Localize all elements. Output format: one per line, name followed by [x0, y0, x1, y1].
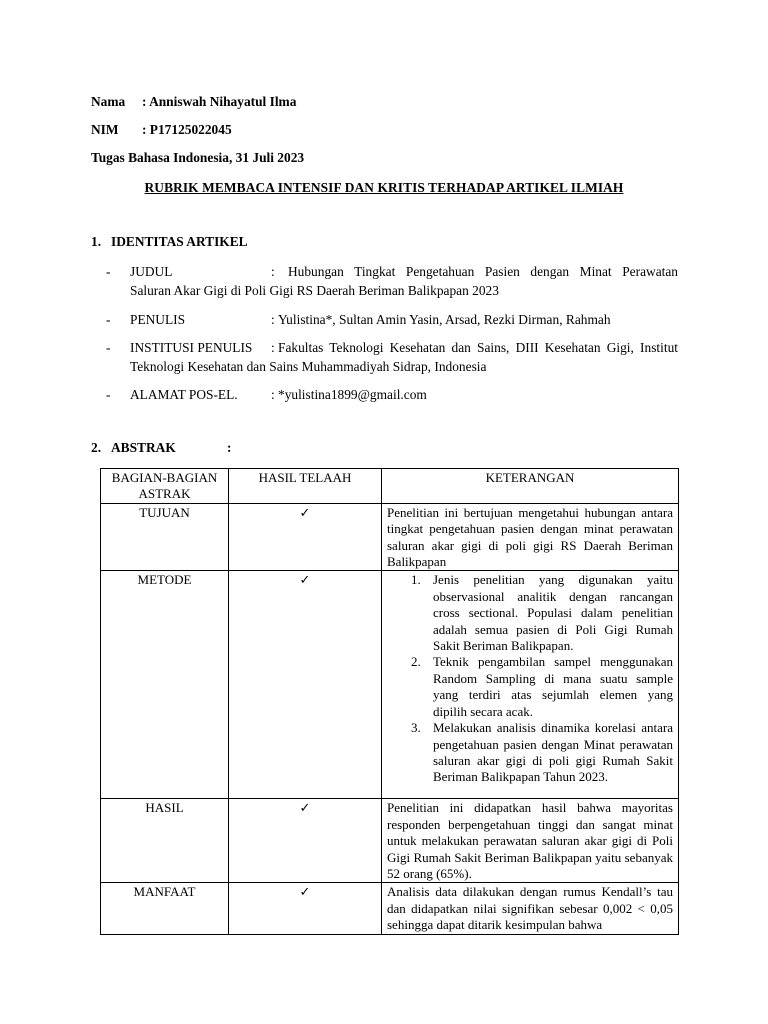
dash-bullet: - [106, 264, 111, 279]
table-row-tujuan [101, 503, 679, 571]
list-item: 1. Jenis penelitian yang digunakan yaitu observasional analitik dengan rancangan cross sectional. Populasi dalam penelitian adalah semua pasien di Poli Gigi Rumah Sakit Beriman Balikpapan. [411, 572, 673, 654]
section-identitas-heading [91, 234, 248, 250]
nama-value: : Anniswah Nihayatul Ilma [142, 94, 297, 109]
check-icon: ✓ [229, 571, 382, 799]
item-colon: : [271, 340, 275, 355]
check-icon: ✓ [229, 883, 382, 934]
item-label: JUDUL [130, 264, 173, 279]
header-keterangan: KETERANGAN [382, 469, 679, 504]
item-label: INSTITUSI PENULIS [130, 340, 253, 355]
list-item: 3. Melakukan analisis dinamika korelasi antara pengetahuan pasien dengan Minat perawatan saluran akar gigi di poli gigi Rumah Sakit Beriman Balikpapan Tahun 2023. [411, 720, 673, 785]
nama-line [91, 94, 296, 110]
document-title: RUBRIK MEMBACA INTENSIF DAN KRITIS TERHADAP ARTIKEL ILMIAH [144, 180, 624, 195]
header-hasil-telaah: HASIL TELAAH [229, 469, 382, 504]
item-colon: : [271, 387, 275, 402]
check-icon: ✓ [229, 799, 382, 883]
item-value: Fakultas Teknologi Kesehatan dan Sains, DIII Kesehatan Gigi, Institut [278, 340, 678, 355]
check-icon: ✓ [229, 503, 382, 571]
section-number: 2. [91, 440, 102, 455]
section-colon: : [227, 440, 232, 455]
tugas-line: Tugas Bahasa Indonesia, 31 Juli 2023 [91, 150, 305, 165]
item-value-continued: Saluran Akar Gigi di Poli Gigi RS Daerah Beriman Balikpapan 2023 [130, 283, 499, 298]
item-value: *yulistina1899@gmail.com [278, 387, 427, 402]
table-header-row [101, 469, 679, 504]
row-keterangan: Penelitian ini didapatkan hasil bahwa mayoritas responden berpengetahuan tinggi dan sangat minat untuk melakukan perawatan saluran akar gigi di Poli Gigi Rumah Sakit Beriman Balikpapan yaitu sebanyak 52 orang (65%). [382, 799, 679, 883]
item-label: ALAMAT POS-EL. [130, 387, 238, 402]
item-colon: : [271, 312, 275, 327]
table-row-hasil [101, 799, 679, 883]
header-bagian: BAGIAN-BAGIAN ASTRAK [101, 469, 229, 504]
item-institusi [106, 338, 678, 376]
row-keterangan: Analisis data dilakukan dengan rumus Kendall’s tau dan didapatkan nilai signifikan sebesar 0,002 < 0,05 sehingga dapat ditarik kesimpulan bahwa [382, 883, 679, 934]
item-label: PENULIS [130, 312, 186, 327]
item-value: Hubungan Tingkat Pengetahuan Pasien dengan Minat Perawatan [288, 264, 678, 279]
row-keterangan [382, 571, 679, 799]
nama-label: Nama [91, 94, 126, 109]
nim-value: : P17125022045 [142, 122, 232, 137]
dash-bullet: - [106, 387, 111, 402]
abstrak-table [100, 468, 679, 935]
item-colon: : [271, 264, 275, 279]
item-value-continued: Teknologi Kesehatan dan Sains Muhammadiyah Sidrap, Indonesia [130, 359, 487, 374]
table-row-manfaat [101, 883, 679, 934]
section-title: ABSTRAK [111, 440, 176, 455]
dash-bullet: - [106, 340, 111, 355]
item-value: Yulistina*, Sultan Amin Yasin, Arsad, Rezki Dirman, Rahmah [278, 312, 611, 327]
section-abstrak-heading [91, 440, 231, 456]
nim-line [91, 122, 232, 138]
dash-bullet: - [106, 312, 111, 327]
row-label: HASIL [101, 799, 229, 883]
nim-label: NIM [91, 122, 119, 137]
row-label: TUJUAN [101, 503, 229, 571]
section-number: 1. [91, 234, 102, 249]
list-item: 2. Teknik pengambilan sampel menggunakan Random Sampling di mana suatu sample yang terdiri atas sejumlah elemen yang dipilih secara acak. [411, 654, 673, 719]
row-keterangan: Penelitian ini bertujuan mengetahui hubungan antara tingkat pengetahuan pasien dengan minat perawatan saluran akar gigi di poli gigi RS Daerah Beriman Balikpapan [382, 503, 679, 571]
table-row-metode [101, 571, 679, 799]
metode-list [387, 572, 673, 785]
section-title: IDENTITAS ARTIKEL [111, 234, 248, 249]
row-label: MANFAAT [101, 883, 229, 934]
row-label: METODE [101, 571, 229, 799]
item-judul [106, 262, 678, 300]
